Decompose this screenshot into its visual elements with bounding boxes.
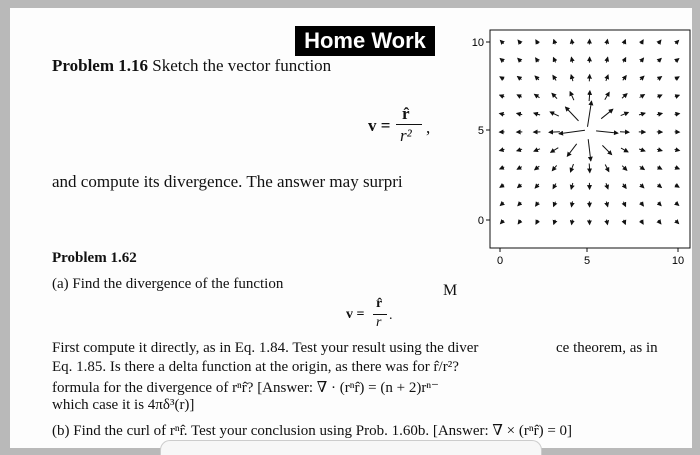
problem-162-part-b: (b) Find the curl of rⁿr̂. Test your conclusion using Prob. 1.60b. [Answer: ∇ × (rⁿr̂) = 0]: [52, 423, 573, 439]
field-arrow: [549, 132, 560, 133]
x-tick-0: 0: [496, 255, 504, 267]
y-tick-0: 0: [477, 215, 484, 227]
home-work-banner: Home Work: [295, 26, 435, 56]
problem-162-line1b: ce theorem, as in: [556, 340, 658, 356]
plot-frame: [490, 30, 690, 248]
side-mark: M: [443, 282, 458, 299]
fraction-bar: [396, 124, 422, 125]
problem-162-line3: formula for the divergence of rⁿr̂? [Answer: ∇ · (rⁿr̂) = (n + 2)rⁿ⁻: [52, 380, 439, 396]
x-tick-5: 5: [583, 255, 591, 267]
formula-numerator: r̂: [402, 104, 410, 123]
problem-162-line4: which case it is 4πδ³(r)]: [52, 397, 195, 413]
problem-162-line1a: First compute it directly, as in Eq. 1.84. Test your result using the diver: [52, 340, 479, 356]
problem-116-heading: [52, 56, 331, 76]
formula-lhs: v =: [368, 116, 391, 135]
formula2-lhs: v =: [346, 307, 365, 322]
problem-162-part-a: (a) Find the divergence of the function: [52, 276, 284, 292]
formula2-denominator: r: [376, 315, 382, 330]
problem-116-body: and compute its divergence. The answer may surpri: [52, 172, 403, 191]
page: [10, 8, 692, 448]
bottom-panel-edge: [160, 440, 542, 455]
y-tick-5: 5: [477, 125, 484, 137]
y-tick-10: 10: [471, 37, 484, 49]
problem-162-line2: Eq. 1.85. Is there a delta function at the origin, as there was for r̂/r²?: [52, 359, 459, 375]
field-arrow: [589, 164, 590, 173]
formula2-tail: .: [389, 308, 393, 323]
problem-116-prompt: Sketch the vector function: [152, 56, 332, 75]
vector-field-plot: [450, 20, 692, 282]
x-tick-10: 10: [671, 255, 685, 267]
problem-162-title: Problem 1.62: [52, 250, 137, 266]
problem-116-title: Problem 1.16: [52, 56, 149, 75]
formula-denominator: r²: [400, 126, 412, 145]
formula2-numerator: r̂: [376, 296, 383, 311]
formula-tail: ,: [426, 118, 431, 137]
